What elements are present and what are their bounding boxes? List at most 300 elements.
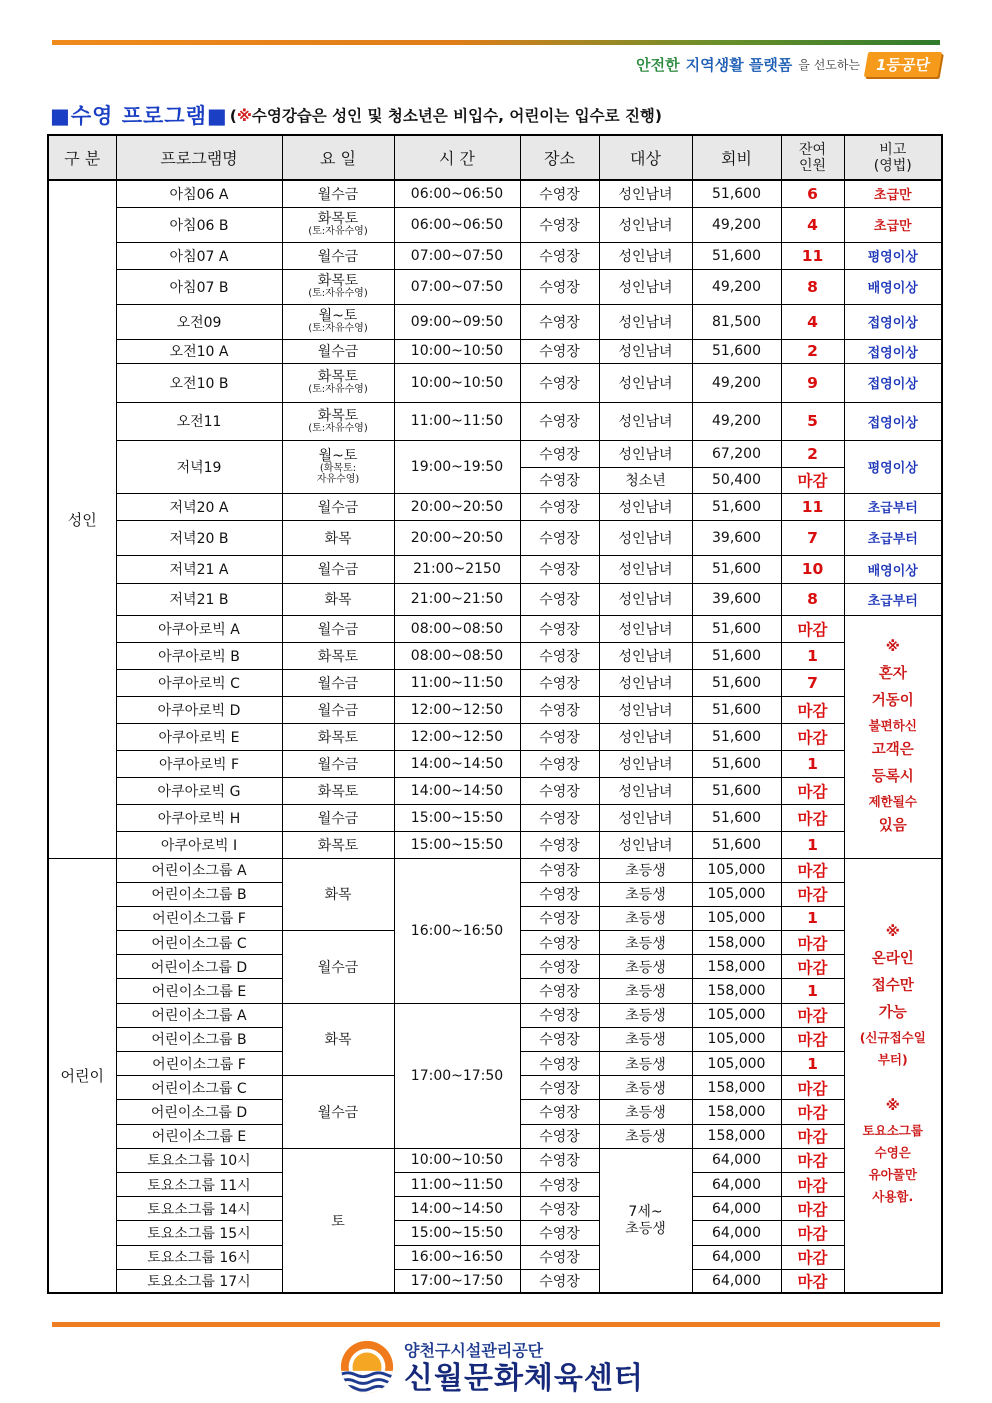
note-cell: 배영이상 — [844, 555, 942, 583]
fee-cell: 51,600 — [692, 493, 781, 520]
remain-cell: 마감 — [781, 1172, 844, 1196]
remain-cell: 6 — [781, 180, 844, 207]
fee-cell: 158,000 — [692, 1100, 781, 1124]
day-sub: (토:자유수영) — [308, 384, 368, 395]
time-cell: 16:00~16:50 — [394, 858, 520, 1003]
note-cell: 초급부터 — [844, 493, 942, 520]
fee-cell: 49,200 — [692, 269, 781, 304]
time-cell: 15:00~15:50 — [394, 1221, 520, 1245]
target-cell: 성인남녀 — [599, 696, 692, 723]
target-line: 7세~ — [628, 1203, 663, 1220]
center-logo-icon — [338, 1338, 396, 1396]
remain-cell: 1 — [781, 1052, 844, 1076]
table-row — [48, 269, 942, 304]
day-main: 월~토 — [318, 308, 358, 324]
col-remain-l1: 잔여 — [798, 141, 827, 158]
program-name: 어린이소그룹 F — [116, 906, 282, 930]
table-row — [48, 304, 942, 339]
bottom-bar — [52, 1322, 940, 1327]
time-cell: 06:00~06:50 — [394, 207, 520, 242]
fee-cell: 64,000 — [692, 1245, 781, 1269]
day-cell: 월수금 — [282, 493, 394, 520]
aqua-note-line: 불편하신 — [868, 717, 917, 733]
table-row — [48, 669, 942, 696]
place-cell: 수영장 — [520, 493, 599, 520]
remain-cell: 1 — [781, 642, 844, 669]
time-cell: 10:00~10:50 — [394, 1148, 520, 1172]
table-row — [48, 1003, 942, 1027]
slogan — [636, 52, 940, 76]
program-name: 저녁20 B — [116, 520, 282, 555]
target-cell: 성인남녀 — [599, 402, 692, 440]
table-row — [48, 180, 942, 207]
target-cell: 성인남녀 — [599, 180, 692, 207]
child-note-line: 사용함. — [872, 1188, 914, 1204]
remain-cell: 마감 — [781, 1076, 844, 1100]
fee-cell: 64,000 — [692, 1148, 781, 1172]
target-cell: 성인남녀 — [599, 304, 692, 339]
remain-cell: 마감 — [781, 1124, 844, 1148]
program-name: 아쿠아로빅 E — [116, 723, 282, 750]
time-cell: 20:00~20:50 — [394, 493, 520, 520]
note-cell: 접영이상 — [844, 402, 942, 440]
fee-cell: 67,200 — [692, 440, 781, 467]
day-main: 화목토 — [317, 369, 359, 385]
target-cell: 성인남녀 — [599, 642, 692, 669]
time-cell: 21:00~21:50 — [394, 583, 520, 615]
col-note-l1: 비고 — [879, 141, 907, 158]
program-name: 아침07 A — [116, 242, 282, 269]
remain-cell: 10 — [781, 555, 844, 583]
table-row — [48, 1172, 942, 1196]
day-cell: 화목토 — [282, 642, 394, 669]
day-cell: 화목 — [282, 520, 394, 555]
day-sub: (토:자유수영) — [308, 288, 368, 299]
day-main: 월~토 — [318, 447, 358, 464]
program-name: 어린이소그룹 A — [116, 1003, 282, 1027]
place-cell: 수영장 — [520, 242, 599, 269]
time-cell: 11:00~11:50 — [394, 402, 520, 440]
note-cell: 접영이상 — [844, 304, 942, 339]
footer-center: 신월문화체육센터 — [404, 1360, 644, 1396]
place-cell: 수영장 — [520, 304, 599, 339]
note-cell: 접영이상 — [844, 363, 942, 402]
footer-texts — [404, 1338, 644, 1397]
program-name: 어린이소그룹 F — [116, 1052, 282, 1076]
col-fee: 회비 — [692, 135, 781, 180]
program-name: 아침06 B — [116, 207, 282, 242]
page-title — [50, 100, 662, 130]
place-cell: 수영장 — [520, 363, 599, 402]
fee-cell: 105,000 — [692, 1027, 781, 1051]
place-cell: 수영장 — [520, 831, 599, 858]
day-sub: (토:자유수영) — [308, 422, 368, 434]
remain-cell: 1 — [781, 979, 844, 1003]
category-adult: 성인 — [48, 180, 116, 858]
target-cell: 성인남녀 — [599, 207, 692, 242]
day-main: 화목토 — [317, 273, 359, 289]
program-name: 어린이소그룹 A — [116, 858, 282, 882]
target-cell: 성인남녀 — [599, 440, 692, 467]
program-name: 저녁21 B — [116, 583, 282, 615]
day-sub-2: 자유수영) — [316, 473, 360, 485]
program-name: 저녁20 A — [116, 493, 282, 520]
note-cell: 평영이상 — [844, 242, 942, 269]
remain-cell: 마감 — [781, 931, 844, 955]
fee-cell: 105,000 — [692, 1003, 781, 1027]
place-cell: 수영장 — [520, 858, 599, 882]
day-cell: 화목토 — [282, 831, 394, 858]
program-name: 토요소그룹 17시 — [116, 1269, 282, 1293]
place-cell: 수영장 — [520, 180, 599, 207]
time-cell: 17:00~17:50 — [394, 1003, 520, 1148]
place-cell: 수영장 — [520, 339, 599, 363]
place-cell: 수영장 — [520, 723, 599, 750]
program-name: 오전11 — [116, 402, 282, 440]
place-cell: 수영장 — [520, 207, 599, 242]
fee-cell: 51,600 — [692, 555, 781, 583]
fee-cell: 158,000 — [692, 979, 781, 1003]
title-note-mark: ※ — [236, 107, 252, 125]
program-name: 아쿠아로빅 F — [116, 750, 282, 777]
footer — [338, 1334, 644, 1400]
day-cell — [282, 304, 394, 339]
fee-cell: 51,600 — [692, 339, 781, 363]
target-cell: 성인남녀 — [599, 520, 692, 555]
remain-cell: 마감 — [781, 1245, 844, 1269]
target-cell: 초등생 — [599, 906, 692, 930]
day-cell: 월수금 — [282, 804, 394, 831]
remain-cell: 7 — [781, 669, 844, 696]
place-cell: 수영장 — [520, 1052, 599, 1076]
fee-cell: 64,000 — [692, 1197, 781, 1221]
place-cell: 수영장 — [520, 1245, 599, 1269]
program-name: 어린이소그룹 E — [116, 1124, 282, 1148]
program-name: 토요소그룹 15시 — [116, 1221, 282, 1245]
target-cell: 성인남녀 — [599, 242, 692, 269]
child-note-mark: ※ — [885, 923, 900, 940]
place-cell: 수영장 — [520, 1172, 599, 1196]
note-cell: 평영이상 — [844, 440, 942, 493]
program-name: 아쿠아로빅 A — [116, 615, 282, 642]
target-cell: 초등생 — [599, 931, 692, 955]
table-body — [48, 180, 942, 1293]
table-row — [48, 440, 942, 467]
aqua-note-line: 등록시 — [871, 768, 914, 785]
col-time: 시 간 — [394, 135, 520, 180]
place-cell: 수영장 — [520, 555, 599, 583]
table-row — [48, 831, 942, 858]
target-cell: 성인남녀 — [599, 615, 692, 642]
target-cell: 성인남녀 — [599, 555, 692, 583]
fee-cell: 50,400 — [692, 467, 781, 493]
remain-cell: 마감 — [781, 1148, 844, 1172]
table-row — [48, 583, 942, 615]
program-name: 토요소그룹 14시 — [116, 1197, 282, 1221]
fee-cell: 105,000 — [692, 858, 781, 882]
fee-cell: 158,000 — [692, 931, 781, 955]
fee-cell: 51,600 — [692, 242, 781, 269]
child-note-line: 수영은 — [874, 1144, 911, 1160]
col-target: 대상 — [599, 135, 692, 180]
table-row — [48, 615, 942, 642]
time-cell: 20:00~20:50 — [394, 520, 520, 555]
col-category: 구 분 — [48, 135, 116, 180]
day-cell: 월수금 — [282, 180, 394, 207]
program-name: 아쿠아로빅 H — [116, 804, 282, 831]
table-row — [48, 642, 942, 669]
remain-cell: 마감 — [781, 1197, 844, 1221]
table-row — [48, 363, 942, 402]
col-program: 프로그램명 — [116, 135, 282, 180]
remain-cell: 마감 — [781, 1269, 844, 1293]
time-cell: 07:00~07:50 — [394, 269, 520, 304]
day-cell: 화목토 — [282, 723, 394, 750]
fee-cell: 51,600 — [692, 777, 781, 804]
fee-cell: 105,000 — [692, 882, 781, 906]
program-name: 토요소그룹 11시 — [116, 1172, 282, 1196]
fee-cell: 49,200 — [692, 402, 781, 440]
place-cell: 수영장 — [520, 1124, 599, 1148]
category-child: 어린이 — [48, 858, 116, 1293]
target-cell: 초등생 — [599, 955, 692, 979]
fee-cell: 39,600 — [692, 520, 781, 555]
remain-cell: 2 — [781, 339, 844, 363]
program-name: 아쿠아로빅 B — [116, 642, 282, 669]
remain-cell: 9 — [781, 363, 844, 402]
target-cell: 성인남녀 — [599, 723, 692, 750]
place-cell: 수영장 — [520, 440, 599, 467]
fee-cell: 51,600 — [692, 723, 781, 750]
title-note — [230, 104, 662, 126]
target-cell: 초등생 — [599, 858, 692, 882]
place-cell: 수영장 — [520, 882, 599, 906]
child-note-line: 가능 — [878, 1004, 907, 1021]
program-name: 오전10 B — [116, 363, 282, 402]
remain-cell: 7 — [781, 520, 844, 555]
child-note-line: 유아풀만 — [868, 1166, 917, 1182]
fee-cell: 51,600 — [692, 831, 781, 858]
day-cell: 화목 — [282, 583, 394, 615]
note-cell: 초급부터 — [844, 583, 942, 615]
child-note-mark: ※ — [885, 1097, 900, 1114]
day-cell — [282, 363, 394, 402]
target-cell: 성인남녀 — [599, 493, 692, 520]
program-name: 아쿠아로빅 C — [116, 669, 282, 696]
program-name: 어린이소그룹 B — [116, 882, 282, 906]
day-cell — [282, 440, 394, 493]
place-cell: 수영장 — [520, 615, 599, 642]
child-note-line: 부터) — [877, 1051, 908, 1067]
place-cell: 수영장 — [520, 1269, 599, 1293]
time-cell: 16:00~16:50 — [394, 1245, 520, 1269]
target-cell: 초등생 — [599, 1124, 692, 1148]
col-place: 장소 — [520, 135, 599, 180]
program-name: 아침06 A — [116, 180, 282, 207]
target-cell: 초등생 — [599, 1076, 692, 1100]
slogan-badge: 1등공단 — [864, 52, 942, 77]
place-cell: 수영장 — [520, 931, 599, 955]
remain-cell: 1 — [781, 750, 844, 777]
program-name: 아침07 B — [116, 269, 282, 304]
child-note — [844, 858, 942, 1293]
place-cell: 수영장 — [520, 1003, 599, 1027]
program-table — [47, 134, 943, 1294]
note-cell: 초급만 — [844, 180, 942, 207]
fee-cell: 51,600 — [692, 615, 781, 642]
slogan-part-1: 안전한 — [636, 55, 680, 74]
time-cell: 10:00~10:50 — [394, 339, 520, 363]
slogan-part-2: 지역생활 플랫폼 — [685, 55, 793, 74]
program-name: 어린이소그룹 E — [116, 979, 282, 1003]
remain-cell: 마감 — [781, 858, 844, 882]
table-row — [48, 804, 942, 831]
fee-cell: 158,000 — [692, 955, 781, 979]
aqua-note-line: 혼자 — [878, 665, 907, 682]
remain-cell: 11 — [781, 493, 844, 520]
place-cell: 수영장 — [520, 979, 599, 1003]
program-name: 어린이소그룹 B — [116, 1027, 282, 1051]
slogan-part-3: 을 선도하는 — [798, 57, 861, 72]
target-cell: 초등생 — [599, 1052, 692, 1076]
program-name: 어린이소그룹 D — [116, 1100, 282, 1124]
table-row — [48, 750, 942, 777]
program-name: 어린이소그룹 C — [116, 1076, 282, 1100]
place-cell: 수영장 — [520, 906, 599, 930]
target-cell — [599, 1148, 692, 1293]
col-day: 요 일 — [282, 135, 394, 180]
place-cell: 수영장 — [520, 1076, 599, 1100]
program-name: 아쿠아로빅 G — [116, 777, 282, 804]
remain-cell: 마감 — [781, 882, 844, 906]
note-cell: 초급부터 — [844, 520, 942, 555]
remain-cell: 마감 — [781, 777, 844, 804]
program-name: 토요소그룹 10시 — [116, 1148, 282, 1172]
remain-cell: 8 — [781, 583, 844, 615]
fee-cell: 51,600 — [692, 642, 781, 669]
table-row — [48, 1221, 942, 1245]
remain-cell: 마감 — [781, 1003, 844, 1027]
fee-cell: 64,000 — [692, 1172, 781, 1196]
aqua-note-line: 거동이 — [871, 692, 914, 709]
table-row — [48, 520, 942, 555]
place-cell: 수영장 — [520, 1027, 599, 1051]
fee-cell: 51,600 — [692, 804, 781, 831]
remain-cell: 마감 — [781, 804, 844, 831]
child-note-line: 접수만 — [871, 977, 914, 994]
remain-cell: 마감 — [781, 955, 844, 979]
place-cell: 수영장 — [520, 402, 599, 440]
aqua-note-line: 고객은 — [871, 741, 914, 758]
time-cell: 14:00~14:50 — [394, 777, 520, 804]
time-cell: 14:00~14:50 — [394, 1197, 520, 1221]
remain-cell: 11 — [781, 242, 844, 269]
program-name: 저녁19 — [116, 440, 282, 493]
table-header-row — [48, 135, 942, 180]
place-cell: 수영장 — [520, 777, 599, 804]
time-cell: 09:00~09:50 — [394, 304, 520, 339]
day-cell — [282, 402, 394, 440]
target-cell: 성인남녀 — [599, 669, 692, 696]
remain-cell: 2 — [781, 440, 844, 467]
target-cell: 초등생 — [599, 979, 692, 1003]
fee-cell: 105,000 — [692, 1052, 781, 1076]
target-cell: 성인남녀 — [599, 269, 692, 304]
target-cell: 청소년 — [599, 467, 692, 493]
aqua-note-line: 있음 — [878, 817, 907, 834]
day-cell: 월수금 — [282, 242, 394, 269]
table-row — [48, 1245, 942, 1269]
day-cell: 화목토 — [282, 777, 394, 804]
target-cell: 초등생 — [599, 1003, 692, 1027]
day-cell — [282, 269, 394, 304]
fee-cell: 51,600 — [692, 669, 781, 696]
day-cell: 토 — [282, 1148, 394, 1293]
top-gradient-bar — [52, 40, 940, 45]
table-row — [48, 777, 942, 804]
fee-cell: 64,000 — [692, 1221, 781, 1245]
day-sub-1: (화목토: — [319, 462, 357, 474]
day-cell: 월수금 — [282, 1076, 394, 1149]
fee-cell: 49,200 — [692, 363, 781, 402]
place-cell: 수영장 — [520, 1221, 599, 1245]
place-cell: 수영장 — [520, 269, 599, 304]
table-row — [48, 493, 942, 520]
place-cell: 수영장 — [520, 520, 599, 555]
fee-cell: 51,600 — [692, 696, 781, 723]
aqua-note-line: ※ — [885, 638, 900, 655]
remain-cell: 5 — [781, 402, 844, 440]
place-cell: 수영장 — [520, 804, 599, 831]
day-cell: 월수금 — [282, 615, 394, 642]
day-cell: 화목 — [282, 858, 394, 931]
child-note-line: 토요소그룹 — [862, 1122, 923, 1138]
table-row — [48, 1197, 942, 1221]
remain-cell: 4 — [781, 207, 844, 242]
time-cell: 12:00~12:50 — [394, 723, 520, 750]
program-name: 오전10 A — [116, 339, 282, 363]
time-cell: 10:00~10:50 — [394, 363, 520, 402]
remain-cell: 4 — [781, 304, 844, 339]
day-cell: 월수금 — [282, 696, 394, 723]
remain-cell: 마감 — [781, 615, 844, 642]
target-cell: 성인남녀 — [599, 339, 692, 363]
fee-cell: 49,200 — [692, 207, 781, 242]
note-cell: 접영이상 — [844, 339, 942, 363]
place-cell: 수영장 — [520, 669, 599, 696]
table-row — [48, 207, 942, 242]
time-cell: 08:00~08:50 — [394, 642, 520, 669]
fee-cell: 158,000 — [692, 1076, 781, 1100]
fee-cell: 64,000 — [692, 1269, 781, 1293]
time-cell: 11:00~11:50 — [394, 669, 520, 696]
day-cell: 월수금 — [282, 750, 394, 777]
note-cell: 초급만 — [844, 207, 942, 242]
table-row — [48, 555, 942, 583]
aqua-note-line: 제한될수 — [868, 793, 917, 809]
program-name: 토요소그룹 16시 — [116, 1245, 282, 1269]
place-cell: 수영장 — [520, 696, 599, 723]
day-sub: (토:자유수영) — [308, 323, 368, 334]
col-note — [844, 135, 942, 180]
day-cell: 화목 — [282, 1003, 394, 1076]
program-name: 아쿠아로빅 D — [116, 696, 282, 723]
table-row — [48, 242, 942, 269]
place-cell: 수영장 — [520, 642, 599, 669]
col-remain — [781, 135, 844, 180]
fee-cell: 39,600 — [692, 583, 781, 615]
day-cell: 월수금 — [282, 339, 394, 363]
